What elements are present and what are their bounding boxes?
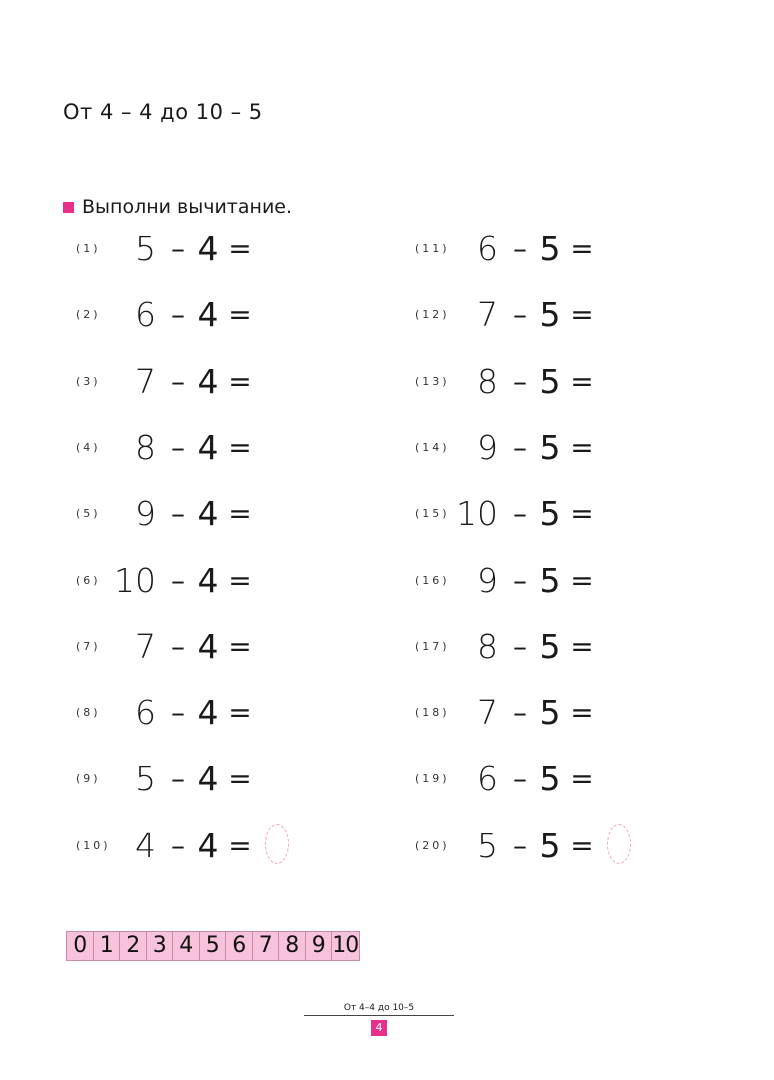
minuend: 5 xyxy=(477,825,498,865)
problem-number: (1) xyxy=(76,242,101,255)
minuend: 6 xyxy=(135,693,156,733)
equals-sign: = xyxy=(570,828,594,862)
subtrahend: 5 xyxy=(539,759,561,799)
minuend: 6 xyxy=(477,229,498,268)
minuend: 9 xyxy=(135,494,156,534)
minus-sign: – xyxy=(171,762,185,796)
problem-number: (14) xyxy=(415,440,450,454)
minus-sign: – xyxy=(513,762,527,796)
problem-number: (20) xyxy=(415,838,450,852)
subtrahend: 4 xyxy=(197,560,219,600)
problem-number: (17) xyxy=(415,639,450,653)
minuend: 9 xyxy=(477,560,498,600)
subtrahend: 4 xyxy=(197,361,219,401)
subtrahend: 4 xyxy=(197,229,219,268)
problem-number: (8) xyxy=(76,706,101,720)
subtrahend: 4 xyxy=(197,295,219,335)
minus-sign: – xyxy=(513,497,527,531)
minuend: 6 xyxy=(135,295,156,335)
subtrahend: 4 xyxy=(197,759,219,799)
equals-sign: = xyxy=(570,696,594,730)
subtrahend: 5 xyxy=(539,626,561,666)
problem-number: (10) xyxy=(76,838,111,852)
equals-sign: = xyxy=(228,232,252,265)
minus-sign: – xyxy=(171,430,185,464)
problem-number: (16) xyxy=(415,573,450,587)
minus-sign: – xyxy=(513,629,527,663)
problem-number: (19) xyxy=(415,772,450,786)
number-line-cell: 4 xyxy=(173,932,200,960)
bullet-square-icon xyxy=(63,202,74,213)
subtrahend: 5 xyxy=(539,560,561,600)
minus-sign: – xyxy=(513,696,527,730)
minuend: 7 xyxy=(135,626,156,666)
equals-sign: = xyxy=(228,364,252,398)
subtrahend: 5 xyxy=(539,825,561,865)
equals-sign: = xyxy=(570,298,594,332)
answer-oval[interactable] xyxy=(607,824,631,864)
equals-sign: = xyxy=(570,563,594,597)
minus-sign: – xyxy=(171,696,185,730)
subtrahend: 5 xyxy=(539,295,561,335)
minuend: 4 xyxy=(135,825,156,865)
equals-sign: = xyxy=(228,629,252,663)
subtrahend: 5 xyxy=(539,361,561,401)
footer-divider xyxy=(304,1015,454,1016)
problem-number: (12) xyxy=(415,308,450,322)
subtrahend: 4 xyxy=(197,825,219,865)
problem-number: (6) xyxy=(76,573,101,587)
problem-number: (5) xyxy=(76,507,101,521)
minuend: 6 xyxy=(477,759,498,799)
instruction-text: Выполни вычитание. xyxy=(82,196,293,218)
minus-sign: – xyxy=(513,364,527,398)
subtrahend: 4 xyxy=(197,693,219,733)
page-title: От 4 – 4 до 10 – 5 xyxy=(63,100,263,124)
minus-sign: – xyxy=(513,563,527,597)
subtrahend: 5 xyxy=(539,693,561,733)
equals-sign: = xyxy=(228,696,252,730)
minus-sign: – xyxy=(171,364,185,398)
minuend: 5 xyxy=(135,229,156,268)
number-line xyxy=(66,931,360,961)
number-line-cell: 1 xyxy=(94,932,121,960)
subtrahend: 5 xyxy=(539,229,561,268)
footer-title: От 4–4 до 10–5 xyxy=(343,1003,415,1013)
subtrahend: 4 xyxy=(197,494,219,534)
number-line-cell: 3 xyxy=(147,932,174,960)
problem-number: (13) xyxy=(415,374,450,388)
minuend: 8 xyxy=(135,427,156,467)
equals-sign: = xyxy=(570,430,594,464)
minuend: 8 xyxy=(477,626,498,666)
number-line-cell: 0 xyxy=(67,932,94,960)
minus-sign: – xyxy=(513,232,527,265)
minuend: 10 xyxy=(456,494,498,534)
equals-sign: = xyxy=(570,629,594,663)
equals-sign: = xyxy=(570,232,594,265)
equals-sign: = xyxy=(228,563,252,597)
minus-sign: – xyxy=(171,629,185,663)
minuend: 7 xyxy=(135,361,156,401)
minuend: 5 xyxy=(135,759,156,799)
number-line-cell: 10 xyxy=(332,933,359,958)
equals-sign: = xyxy=(570,364,594,398)
subtrahend: 5 xyxy=(539,427,561,467)
number-line-cell: 8 xyxy=(279,932,306,960)
minuend: 8 xyxy=(477,361,498,401)
subtrahend: 4 xyxy=(197,626,219,666)
problem-number: (18) xyxy=(415,706,450,720)
page-number-badge: 4 xyxy=(371,1020,387,1036)
number-line-cell: 2 xyxy=(120,932,147,960)
number-line-cell: 7 xyxy=(253,932,280,960)
minuend: 7 xyxy=(477,693,498,733)
minuend: 7 xyxy=(477,295,498,335)
equals-sign: = xyxy=(228,497,252,531)
problem-number: (15) xyxy=(415,507,450,521)
number-line-cell: 5 xyxy=(200,932,227,960)
minus-sign: – xyxy=(171,298,185,332)
minus-sign: – xyxy=(513,828,527,862)
minus-sign: – xyxy=(171,497,185,531)
equals-sign: = xyxy=(228,430,252,464)
problem-number: (4) xyxy=(76,440,101,454)
minus-sign: – xyxy=(513,430,527,464)
number-line-cell: 9 xyxy=(306,932,333,960)
minus-sign: – xyxy=(513,298,527,332)
minus-sign: – xyxy=(171,828,185,862)
minus-sign: – xyxy=(171,563,185,597)
minuend: 10 xyxy=(114,560,156,600)
equals-sign: = xyxy=(228,828,252,862)
problem-number: (9) xyxy=(76,772,101,786)
equals-sign: = xyxy=(228,298,252,332)
problem-number: (7) xyxy=(76,639,101,653)
subtrahend: 4 xyxy=(197,427,219,467)
number-line-cell: 6 xyxy=(226,932,253,960)
equals-sign: = xyxy=(570,497,594,531)
minuend: 9 xyxy=(477,427,498,467)
equals-sign: = xyxy=(570,762,594,796)
answer-oval[interactable] xyxy=(265,824,289,864)
equals-sign: = xyxy=(228,762,252,796)
subtrahend: 5 xyxy=(539,494,561,534)
problem-number: (2) xyxy=(76,308,101,322)
problem-number: (3) xyxy=(76,374,101,388)
problem-number: (11) xyxy=(415,242,450,255)
instruction xyxy=(63,196,292,218)
minus-sign: – xyxy=(171,232,185,265)
